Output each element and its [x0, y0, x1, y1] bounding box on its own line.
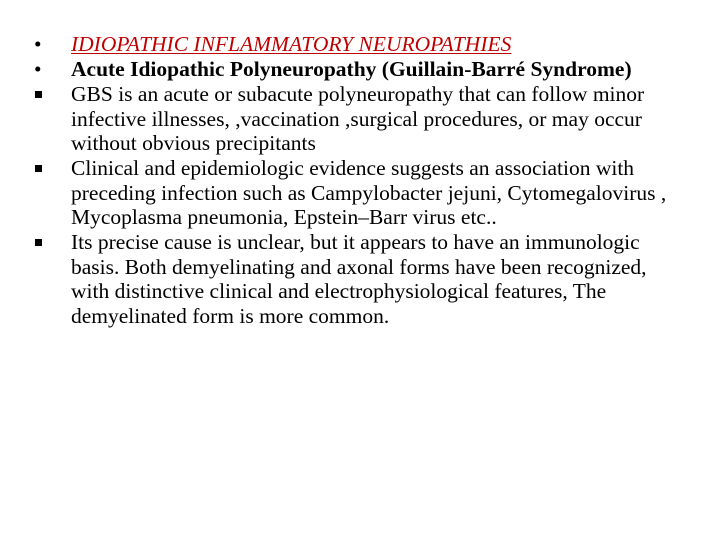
- bullet-item-cause: [30, 230, 690, 328]
- bullet-item-definition: [30, 82, 690, 156]
- bullet-text: Clinical and epidemiologic evidence suggests an association with preceding infection such as Campylobacter jejuni, Cytomegalovirus , Mycoplasma pneumonia, Epstein–Barr virus etc..: [71, 156, 667, 229]
- bullet-dot-icon: •: [34, 32, 42, 56]
- bullet-item-title: [30, 32, 690, 57]
- square-bullet-icon: [30, 82, 60, 107]
- bullet-dot-icon: •: [34, 57, 42, 81]
- bullet-item-subtitle: [30, 57, 690, 82]
- bullet-text: GBS is an acute or subacute polyneuropathy that can follow minor infective illnesses, ,vaccination ,surgical procedures, or may occur without obvious precipitants: [71, 82, 645, 155]
- bullet-text: Its precise cause is unclear, but it appears to have an immunologic basis. Both demyelinating and axonal forms have been recognized, with distinctive clinical and electrophysiological features, The demyelinated form is more common.: [71, 230, 647, 328]
- bullet-item-evidence: [30, 156, 690, 230]
- square-bullet-icon: [30, 230, 60, 255]
- slide-subtitle: Acute Idiopathic Polyneuropathy (Guillain-Barré Syndrome): [71, 57, 632, 81]
- slide-title: IDIOPATHIC INFLAMMATORY NEUROPATHIES: [71, 32, 512, 56]
- bullet-list: [30, 32, 690, 329]
- square-bullet-icon: [30, 156, 60, 181]
